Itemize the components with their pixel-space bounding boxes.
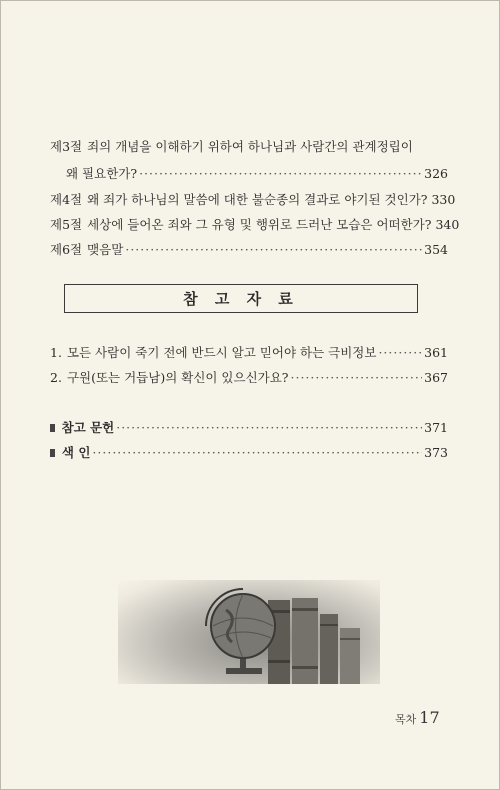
leader-dots — [116, 420, 422, 435]
toc-page: 340 — [435, 217, 460, 232]
toc-page: 326 — [424, 166, 448, 181]
leader-dots — [139, 166, 422, 181]
toc-title: 세상에 들어온 죄와 그 유형 및 행위로 드러난 모습은 어떠한가? — [87, 217, 432, 232]
reference-number: 2. — [50, 370, 62, 385]
reference-number: 1. — [50, 345, 62, 360]
leader-dots — [125, 242, 422, 257]
toc-title: 맺음말 — [87, 242, 124, 257]
toc-entry-4 — [50, 190, 456, 208]
square-bullet-icon — [50, 449, 55, 457]
toc-title: 왜 죄가 하나님의 말씀에 대한 불순종의 결과로 야기된 것인가? — [87, 192, 428, 207]
appendix-page: 371 — [424, 420, 448, 435]
toc-number: 제3절 — [50, 139, 83, 154]
reference-entry-1 — [50, 343, 448, 361]
toc-entry-3 — [50, 137, 448, 155]
page-footer — [395, 708, 440, 727]
section-heading-box — [64, 284, 418, 313]
appendix-entry-index — [50, 443, 448, 461]
appendix-title: 색 인 — [61, 445, 91, 460]
appendix-entry-bibliography — [50, 418, 448, 436]
square-bullet-icon — [50, 424, 55, 432]
appendix-page: 373 — [424, 445, 448, 460]
globe-and-books-illustration — [118, 580, 380, 684]
decorative-photo — [118, 580, 380, 684]
appendix-title: 참고 문헌 — [61, 420, 115, 435]
toc-title: 왜 필요한가? — [66, 166, 138, 181]
reference-page: 361 — [424, 345, 448, 360]
footer-label: 목차 — [395, 713, 417, 726]
toc-entry-5 — [50, 215, 460, 233]
toc-entry-3-cont — [66, 164, 448, 182]
toc-page: 354 — [424, 242, 448, 257]
reference-entry-2 — [50, 368, 448, 386]
leader-dots — [92, 445, 422, 460]
toc-page: 330 — [431, 192, 456, 207]
reference-page: 367 — [424, 370, 448, 385]
toc-number: 제6절 — [50, 242, 83, 257]
reference-title: 구원(또는 거듭남)의 확신이 있으신가요? — [66, 370, 289, 385]
reference-title: 모든 사람이 죽기 전에 반드시 알고 믿어야 하는 극비정보 — [66, 345, 377, 360]
leader-dots — [291, 370, 423, 385]
toc-number: 제4절 — [50, 192, 83, 207]
toc-title: 죄의 개념을 이해하기 위하여 하나님과 사람간의 관계정립이 — [87, 139, 413, 154]
section-heading: 참 고 자 료 — [183, 290, 299, 308]
leader-dots — [378, 345, 422, 360]
page-number: 17 — [419, 708, 440, 727]
toc-number: 제5절 — [50, 217, 83, 232]
toc-entry-6 — [50, 240, 448, 258]
